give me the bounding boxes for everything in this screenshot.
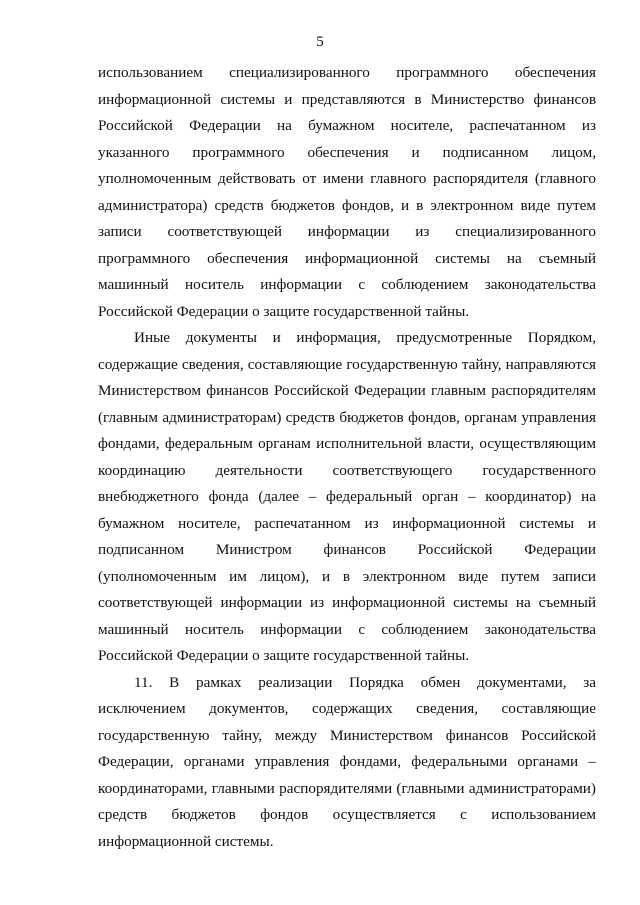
paragraph-other-documents: Иные документы и информация, предусмотренные Порядком, содержащие сведения, составляющие государственную тайну, направляются Министерством финансов Российской Федерации главным распорядителям (главным администраторам) средств бюджетов фондов, органам управления фондами, федеральным органам исполнительной власти, осуществляющим координацию деятельности соответствующего государственного внебюджетного фонда (далее – федеральный орган – координатор) на бумажном носителе, распечатанном из информационной системы и подписанном Министром финансов Российской Федерации (уполномоченным им лицом), и в электронном виде путем записи соответствующей информации из информационной системы на съемный машинный носитель информации с соблюдением законодательства Российской Федерации о защите государственной тайны.	[98, 329, 596, 664]
paragraph-continuation: использованием специализированного программного обеспечения информационной системы и представляются в Министерство финансов Российской Федерации на бумажном носителе, распечатанном из указанного программного обеспечения и подписанном лицом, уполномоченным действовать от имени главного распорядителя (главного администратора) средств бюджетов фондов, и в электронном виде путем записи соответствующей информации из специализированного программного обеспечения информационной системы на съемный машинный носитель информации с соблюдением законодательства Российской Федерации о защите государственной тайны.	[98, 64, 596, 320]
page-number: 5	[316, 34, 324, 50]
paragraph-item-11: 11. В рамках реализации Порядка обмен документами, за исключением документов, содержащих сведения, составляющие государственную тайну, между Министерством финансов Российской Федерации, органами управления фондами, федеральными органами – координаторами, главными распорядителями (главными администраторами) средств бюджетов фондов осуществляется с использованием информационной системы.	[98, 673, 596, 850]
document-body	[98, 60, 596, 855]
